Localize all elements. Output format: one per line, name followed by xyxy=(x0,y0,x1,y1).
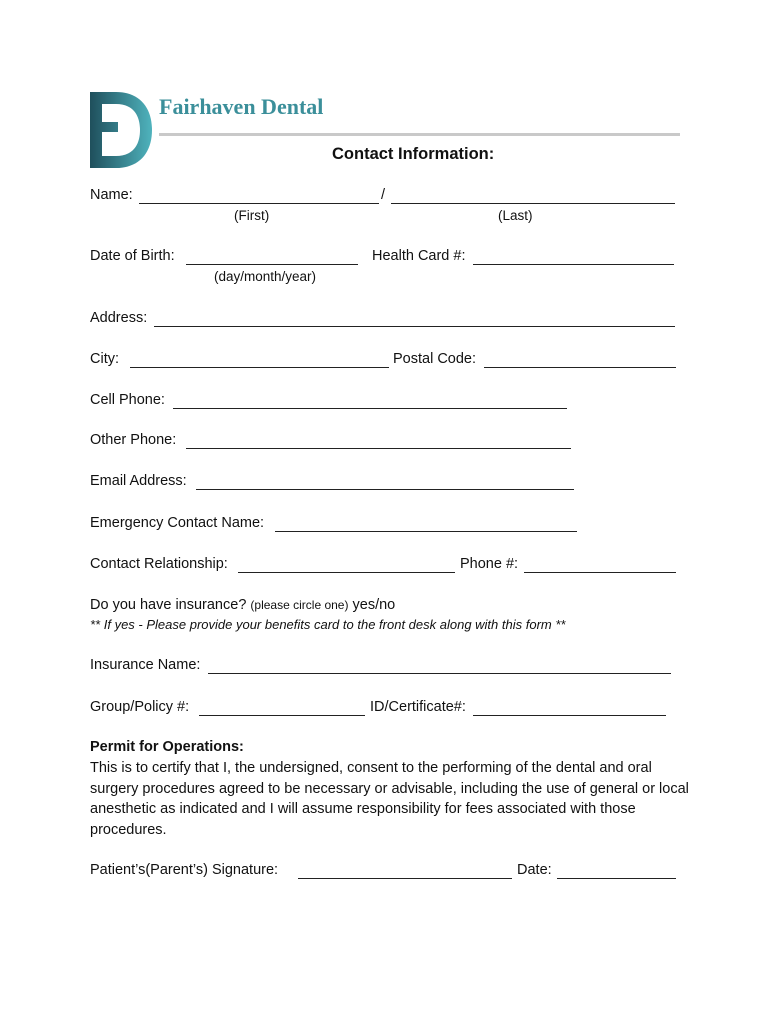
health-card-field[interactable] xyxy=(473,264,674,265)
insurance-question-text: Do you have insurance? xyxy=(90,597,247,613)
cell-phone-field[interactable] xyxy=(173,408,567,409)
permit-text: This is to certify that I, the undersigned, consent to the performing of the dental and oral surgery procedures agreed to be necessary or advisable, including the use of general or local anesthetic as indicated and I will assume responsibility for fees associated with those procedures. xyxy=(90,760,689,838)
email-field[interactable] xyxy=(196,489,574,490)
group-policy-label: Group/Policy #: xyxy=(90,699,190,715)
emergency-phone-label: Phone #: xyxy=(460,556,519,572)
postal-code-field[interactable] xyxy=(484,367,676,368)
date-label: Date: xyxy=(517,862,552,878)
email-label: Email Address: xyxy=(90,473,187,489)
header-divider xyxy=(159,133,680,136)
date-field[interactable] xyxy=(557,878,676,879)
city-label: City: xyxy=(90,351,119,367)
dob-field[interactable] xyxy=(186,264,358,265)
insurance-hint: (please circle one) xyxy=(250,598,349,612)
other-phone-label: Other Phone: xyxy=(90,432,177,448)
dob-hint: (day/month/year) xyxy=(214,269,317,284)
cell-phone-label: Cell Phone: xyxy=(90,392,165,408)
insurance-name-field[interactable] xyxy=(208,673,671,674)
insurance-name-label: Insurance Name: xyxy=(90,657,201,673)
emergency-contact-label: Emergency Contact Name: xyxy=(90,515,265,531)
city-field[interactable] xyxy=(130,367,389,368)
emergency-contact-field[interactable] xyxy=(275,531,577,532)
last-name-field[interactable] xyxy=(391,203,675,204)
signature-label: Patient’s(Parent’s) Signature: xyxy=(90,862,279,878)
insurance-note: ** If yes - Please provide your benefits card to the front desk along with this form ** xyxy=(90,617,566,632)
address-field[interactable] xyxy=(154,326,675,327)
first-hint: (First) xyxy=(234,208,270,223)
relationship-label: Contact Relationship: xyxy=(90,556,228,572)
health-card-label: Health Card #: xyxy=(372,248,466,264)
name-label: Name: xyxy=(90,187,133,203)
postal-code-label: Postal Code: xyxy=(393,351,477,367)
first-name-field[interactable] xyxy=(139,203,379,204)
group-policy-field[interactable] xyxy=(199,715,365,716)
fairhaven-logo xyxy=(88,92,154,168)
emergency-phone-field[interactable] xyxy=(524,572,676,573)
name-separator: / xyxy=(381,187,386,203)
insurance-options[interactable]: yes/no xyxy=(352,597,396,613)
id-certificate-label: ID/Certificate#: xyxy=(370,699,466,715)
last-hint: (Last) xyxy=(498,208,533,223)
page-title: Contact Information: xyxy=(332,145,495,163)
other-phone-field[interactable] xyxy=(186,448,571,449)
id-certificate-field[interactable] xyxy=(473,715,666,716)
address-label: Address: xyxy=(90,310,148,326)
insurance-question xyxy=(90,597,395,613)
brand-name: Fairhaven Dental xyxy=(159,94,324,119)
dob-label: Date of Birth: xyxy=(90,248,175,264)
permit-heading: Permit for Operations: xyxy=(90,739,244,755)
relationship-field[interactable] xyxy=(238,572,455,573)
signature-field[interactable] xyxy=(298,878,512,879)
